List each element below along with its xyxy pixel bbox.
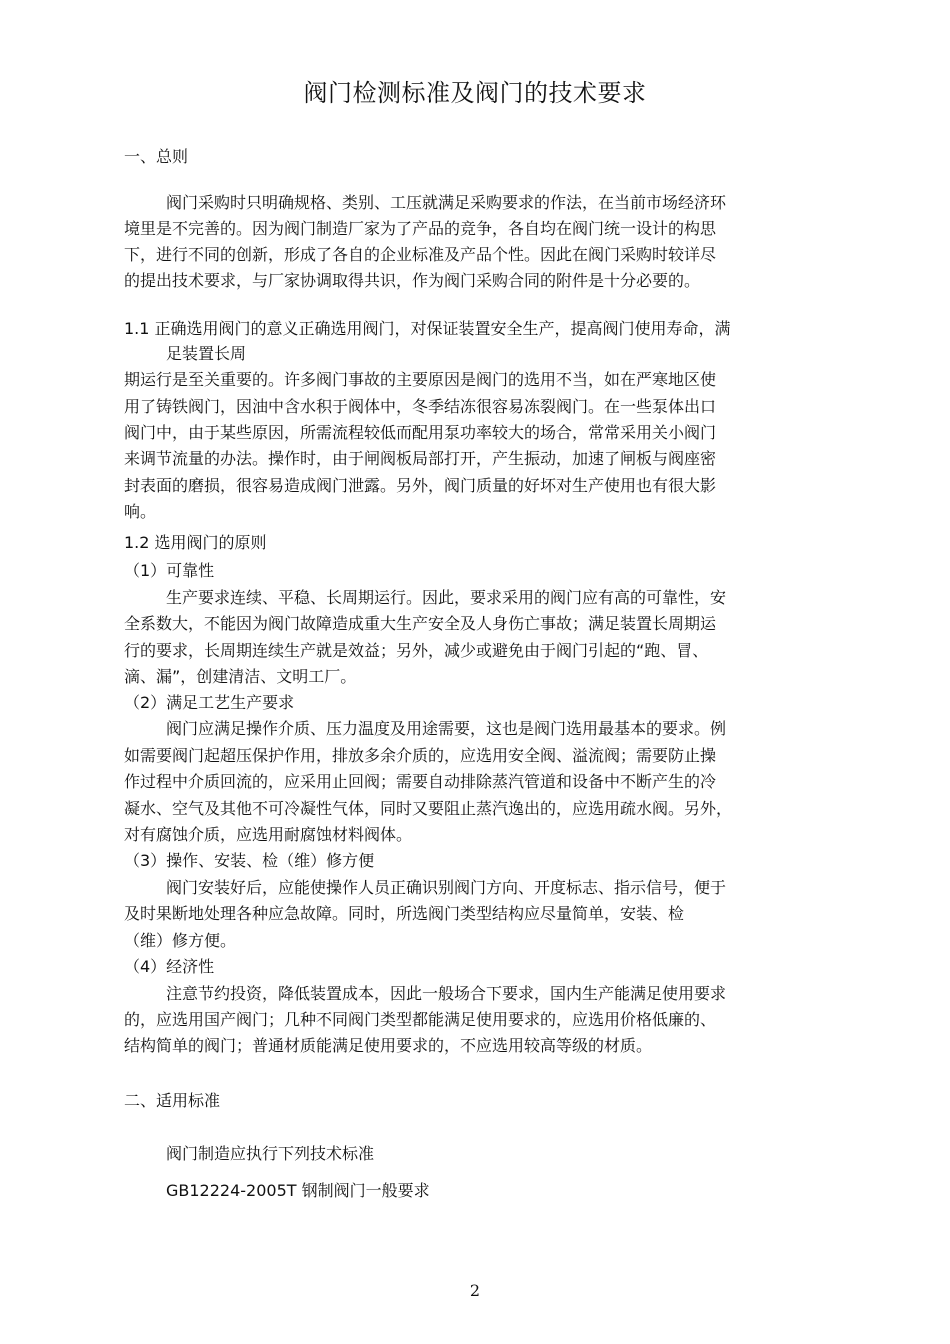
paragraph-line: 境里是不完善的。因为阀门制造厂家为了产品的竞争，各自均在阀门统一设计的构思 [124,219,717,238]
subsection-heading: 1.2 选用阀门的原则 [124,533,267,552]
paragraph-line: 阀门制造应执行下列技术标准 [166,1144,375,1163]
paragraph-line: 如需要阀门起超压保护作用，排放多余介质的，应选用安全阀、溢流阀；需要防止操 [124,746,717,765]
paragraph-line: 对有腐蚀介质，应选用耐腐蚀材料阀体。 [124,825,413,844]
item-heading: （2）满足工艺生产要求 [124,693,295,712]
paragraph-line: 期运行是至关重要的。许多阀门事故的主要原因是阀门的选用不当，如在严寒地区使 [124,370,717,389]
document-title: 阀门检测标准及阀门的技术要求 [303,79,647,107]
item-heading: （1）可靠性 [124,561,215,580]
paragraph-line: 足装置长周 [166,344,247,363]
section-heading: 二、适用标准 [124,1091,221,1110]
paragraph-line: 作过程中介质回流的，应采用止回阀；需要自动排除蒸汽管道和设备中不断产生的冷 [124,772,717,791]
standard-item: GB12224-2005T 钢制阀门一般要求 [166,1181,430,1200]
paragraph-line: 的提出技术要求，与厂家协调取得共识，作为阀门采购合同的附件是十分必要的。 [124,271,701,290]
item-heading: （4）经济性 [124,957,215,976]
subsection-heading: 1.1 正确选用阀门的意义正确选用阀门，对保证装置安全生产，提高阀门使用寿命，满 [124,319,731,338]
page-number: 2 [469,1281,481,1300]
paragraph-line: 结构简单的阀门；普通材质能满足使用要求的，不应选用较高等级的材质。 [124,1036,653,1055]
paragraph-line: 及时果断地处理各种应急故障。同时，所选阀门类型结构应尽量简单，安装、检 [124,904,685,923]
section-heading: 一、总则 [124,147,189,166]
paragraph-line: 阀门采购时只明确规格、类别、工压就满足采购要求的作法，在当前市场经济环 [166,193,727,212]
paragraph-line: 用了铸铁阀门，因油中含水积于阀体中，冬季结冻很容易冻裂阀门。在一些泵体出口 [124,397,717,416]
paragraph-line: 注意节约投资，降低装置成本，因此一般场合下要求，国内生产能满足使用要求 [166,984,727,1003]
paragraph-line: 生产要求连续、平稳、长周期运行。因此，要求采用的阀门应有高的可靠性，安 [166,588,727,607]
paragraph-line: 阀门安装好后，应能使操作人员正确识别阀门方向、开度标志、指示信号，便于 [166,878,727,897]
paragraph-line: 响。 [124,502,157,521]
paragraph-line: 下，进行不同的创新，形成了各自的企业标准及产品个性。因此在阀门采购时较详尽 [124,245,717,264]
paragraph-line: 全系数大，不能因为阀门故障造成重大生产安全及人身伤亡事故；满足装置长周期运 [124,614,717,633]
paragraph-line: 阀门中，由于某些原因，所需流程较低而配用泵功率较大的场合，常常采用关小阀门 [124,423,717,442]
paragraph-line: 滴、漏”，创建清洁、文明工厂。 [124,667,357,686]
paragraph-line: 来调节流量的办法。操作时，由于闸阀板局部打开，产生振动，加速了闸板与阀座密 [124,449,717,468]
paragraph-line: 封表面的磨损，很容易造成阀门泄露。另外，阀门质量的好坏对生产使用也有很大影 [124,476,717,495]
paragraph-line: 行的要求，长周期连续生产就是效益；另外，减少或避免由于阀门引起的“跑、冒、 [124,641,709,660]
paragraph-line: 凝水、空气及其他不可冷凝性气体，同时又要阻止蒸汽逸出的，应选用疏水阀。另外， [124,799,733,818]
paragraph-line: （维）修方便。 [124,931,237,950]
paragraph-line: 阀门应满足操作介质、压力温度及用途需要，这也是阀门选用最基本的要求。例 [166,719,727,738]
item-heading: （3）操作、安装、检（维）修方便 [124,851,375,870]
paragraph-line: 的，应选用国产阀门；几种不同阀门类型都能满足使用要求的，应选用价格低廉的、 [124,1010,717,1029]
